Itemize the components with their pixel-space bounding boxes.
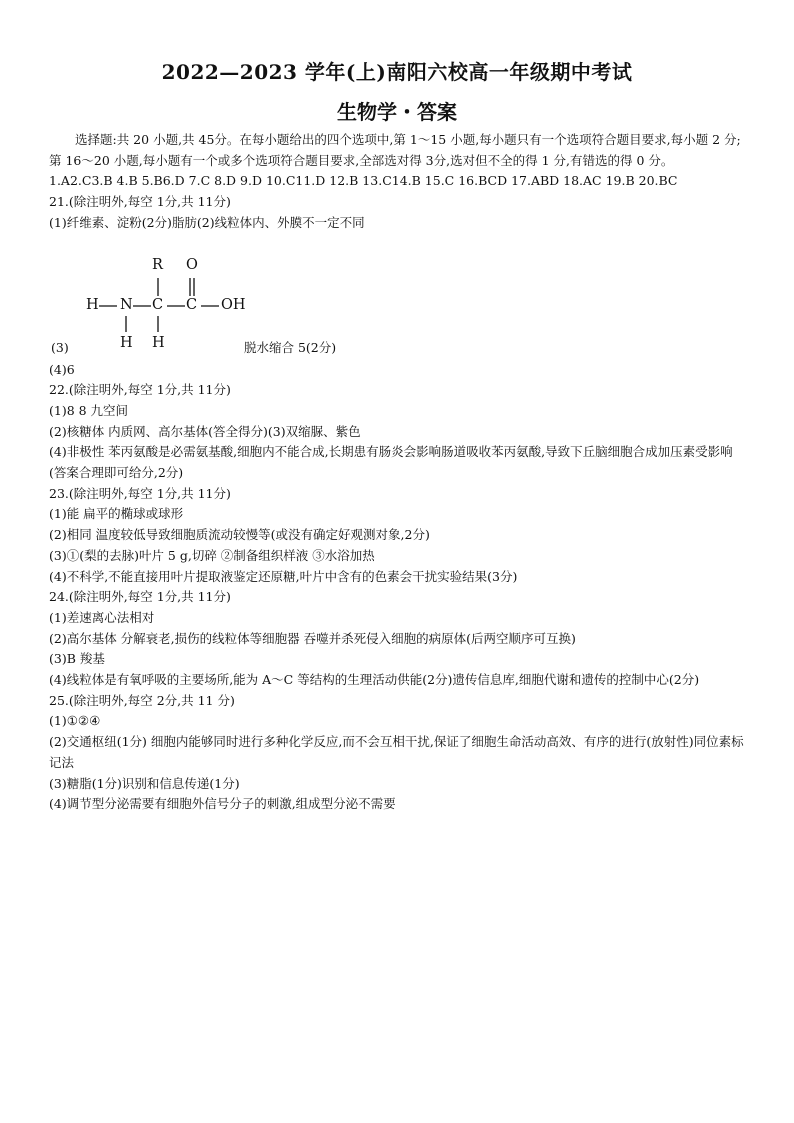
hydrogen-bottom1-label: H bbox=[120, 334, 133, 351]
choice-answers: 1.A2.C3.B 4.B 5.B6.D 7.C 8.D 9.D 10.C11.D 12.B 13.C14.B 15.C 16.BCD 17.ABD 18.AC 19.B 20.BC bbox=[49, 173, 678, 189]
q23-header: 23.(除注明外,每空 1分,共 11分) bbox=[49, 485, 231, 501]
q22-part4: (4)非极性 苯丙氨酸是必需氨基酸,细胞内不能合成,长期患有肠炎会影响肠道吸收苯丙氨酸,导致下丘脑细胞合成加压素受影响(答案合理即可给分,2分) bbox=[49, 444, 733, 481]
page-title: 2022—2023 学年(上)南阳六校高一年级期中考试 bbox=[161, 60, 633, 84]
amino-acid-structure bbox=[49, 234, 749, 360]
q23-part2: (2)相同 温度较低导致细胞质流动较慢等(或没有确定好观测对象,2分) bbox=[49, 527, 430, 543]
q24-part2: (2)高尔基体 分解衰老,损伤的线粒体等细胞器 吞噬并杀死侵入细胞的病原体(后两空顺序可互换) bbox=[49, 630, 576, 646]
hydrogen-bottom2-label: H bbox=[152, 334, 165, 351]
q22-part2: (2)核糖体 内质网、高尔基体(答全得分)(3)双缩脲、紫色 bbox=[49, 423, 361, 439]
q25-part4: (4)调节型分泌需要有细胞外信号分子的刺激,组成型分泌不需要 bbox=[49, 796, 396, 812]
page-subtitle: 生物学・答案 bbox=[337, 100, 457, 124]
carbon-alpha-label: C bbox=[152, 296, 164, 313]
q21-part3-label: (3) bbox=[51, 339, 69, 355]
q24-part1: (1)差速离心法相对 bbox=[49, 609, 155, 625]
q24-part3: (3)B 羧基 bbox=[49, 651, 105, 667]
q25-part3: (3)糖脂(1分)识别和信息传递(1分) bbox=[49, 775, 240, 791]
oxygen-label: O bbox=[186, 256, 198, 273]
q22-header: 22.(除注明外,每空 1分,共 11分) bbox=[49, 382, 231, 398]
q21-part3-answer: 脱水缩合 5(2分) bbox=[244, 339, 337, 355]
q24-part4: (4)线粒体是有氧呼吸的主要场所,能为 A～C 等结构的生理活动供能(2分)遗传信息库,细胞代谢和遗传的控制中心(2分) bbox=[49, 672, 700, 688]
q23-part3: (3)①(梨的去脉)叶片 5 g,切碎 ②制备组织样液 ③水浴加热 bbox=[49, 547, 375, 563]
q24-header: 24.(除注明外,每空 1分,共 11分) bbox=[49, 589, 231, 605]
r-group-label: R bbox=[152, 256, 163, 273]
carbon-carboxyl-label: C bbox=[186, 296, 198, 313]
q21-part4: (4)6 bbox=[49, 361, 75, 377]
q25-part2: (2)交通枢纽(1分) 细胞内能够同时进行多种化学反应,而不会互相干扰,保证了细胞生命活动高效、有序的进行(放射性)同位素标记法 bbox=[49, 734, 744, 770]
q21-part1: (1)纤维素、淀粉(2分)脂肪(2)线粒体内、外膜不一定不同 bbox=[49, 214, 365, 230]
hydrogen-left-label: H bbox=[86, 296, 99, 313]
hydroxyl-label: OH bbox=[221, 296, 246, 313]
q22-part1: (1)8 8 九空间 bbox=[49, 402, 129, 418]
nitrogen-label: N bbox=[120, 296, 133, 313]
q25-header: 25.(除注明外,每空 2分,共 11 分) bbox=[49, 692, 235, 708]
q21-header: 21.(除注明外,每空 1分,共 11分) bbox=[49, 194, 231, 210]
answer-body bbox=[49, 130, 749, 815]
choice-instructions: 选择题:共 20 小题,共 45分。在每小题给出的四个选项中,第 1～15 小题,每小题只有一个选项符合题目要求,每小题 2 分;第 16～20 小题,每小题有一个或多个选项符合题目要求,全部选对得 3分,选对但不全的得 1 分,有错选的得 0 分。 bbox=[49, 132, 741, 168]
q25-part1: (1)①②④ bbox=[49, 713, 101, 729]
q23-part4: (4)不科学,不能直接用叶片提取液鉴定还原糖,叶片中含有的色素会干扰实验结果(3分) bbox=[49, 568, 518, 584]
q23-part1: (1)能 扁平的椭球或球形 bbox=[49, 506, 184, 522]
